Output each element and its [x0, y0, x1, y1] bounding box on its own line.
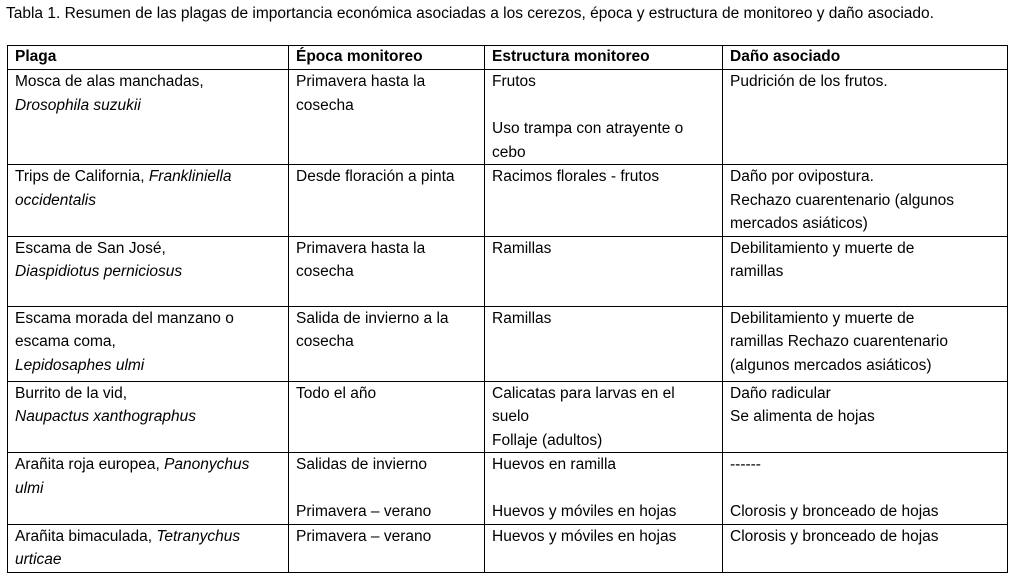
cell-line: Salidas de invierno	[296, 456, 427, 473]
cell-line: escama coma,	[15, 333, 116, 350]
cell-line: Clorosis y bronceado de hojas	[730, 503, 939, 520]
cell-line: Daño radicular	[730, 384, 831, 402]
cell-line: ------	[730, 456, 761, 473]
cell-estructura	[485, 236, 723, 306]
cell-line	[492, 477, 722, 501]
cell-line: Clorosis y bronceado de hojas	[730, 527, 939, 545]
cell-line	[730, 477, 1007, 501]
cell-plaga	[8, 165, 289, 237]
cell-line: Daño por ovipostura.	[730, 168, 874, 185]
cell-line: Escama de San José,	[15, 239, 166, 257]
header-estructura: Estructura monitoreo	[485, 46, 723, 70]
cell-line: mercados asiáticos)	[730, 215, 868, 232]
table-row	[8, 524, 1008, 572]
cell-line: cebo	[492, 143, 526, 161]
table-row	[8, 381, 1008, 453]
cell-line: Burrito de la vid,	[15, 384, 127, 402]
cell-line: cosecha	[296, 333, 354, 350]
cell-line: Pudrición de los frutos.	[730, 73, 888, 90]
cell-line: urticae	[15, 551, 62, 568]
cell-estructura	[485, 70, 723, 165]
cell-line: Calicatas para larvas en el	[492, 384, 675, 402]
cell-line: Huevos y móviles en hojas	[492, 527, 677, 545]
cell-estructura	[485, 306, 723, 381]
cell-line: Arañita bimaculada, Tetranychus	[15, 527, 241, 545]
header-epoca: Época monitoreo	[289, 46, 485, 70]
cell-line: suelo	[492, 408, 530, 425]
table-row	[8, 165, 1008, 237]
cell-line: ramillas	[730, 263, 784, 280]
cell-line: Huevos en ramilla	[492, 456, 617, 473]
cell-line: Uso trampa con atrayente o	[492, 120, 684, 137]
cell-epoca	[289, 524, 485, 572]
cell-line: Salida de invierno a la	[296, 309, 449, 327]
cell-line: Naupactus xanthographus	[15, 408, 196, 425]
cell-line: Follaje (adultos)	[492, 431, 603, 449]
cell-line: ramillas Rechazo cuarentenario	[730, 333, 948, 350]
cell-line: cosecha	[296, 263, 354, 280]
header-plaga: Plaga	[8, 46, 289, 70]
cell-line: occidentalis	[15, 191, 96, 209]
cell-line: Arañita roja europea, Panonychus	[15, 456, 250, 473]
cell-line: Frutos	[492, 73, 536, 90]
cell-epoca	[289, 165, 485, 237]
cell-estructura	[485, 524, 723, 572]
table-row	[8, 453, 1008, 525]
cell-line: Ramillas	[492, 309, 552, 327]
cell-dano	[723, 165, 1008, 237]
cell-line: Escama morada del manzano o	[15, 309, 234, 327]
table-row	[8, 236, 1008, 306]
header-dano: Daño asociado	[723, 46, 1008, 70]
cell-epoca	[289, 453, 485, 525]
cell-line: Rechazo cuarentenario (algunos	[730, 191, 955, 209]
cell-line: Diaspidiotus perniciosus	[15, 263, 183, 280]
table-caption: Tabla 1. Resumen de las plagas de importancia económica asociadas a los cerezos, época y estructura de monitoreo y daño asociado.	[6, 5, 934, 22]
cell-dano	[723, 306, 1008, 381]
cell-line: Drosophila suzukii	[15, 96, 141, 114]
cell-line: Desde floración a pinta	[296, 168, 455, 185]
cell-line	[492, 94, 722, 118]
cell-line: Trips de California, Frankliniella	[15, 168, 232, 185]
cell-dano	[723, 524, 1008, 572]
cell-dano	[723, 70, 1008, 165]
cell-plaga	[8, 236, 289, 306]
cell-plaga	[8, 453, 289, 525]
cell-epoca	[289, 236, 485, 306]
cell-line: Debilitamiento y muerte de	[730, 309, 915, 327]
cell-epoca	[289, 306, 485, 381]
cell-line: Primavera hasta la	[296, 73, 426, 90]
cell-line: ulmi	[15, 479, 44, 497]
cell-dano	[723, 453, 1008, 525]
cell-estructura	[485, 381, 723, 453]
cell-epoca	[289, 381, 485, 453]
cell-epoca	[289, 70, 485, 165]
cell-plaga	[8, 70, 289, 165]
cell-line: Todo el año	[296, 384, 377, 402]
cell-dano	[723, 236, 1008, 306]
pests-table	[7, 45, 1008, 573]
cell-line: Ramillas	[492, 239, 552, 257]
cell-line	[296, 477, 484, 501]
cell-line: Debilitamiento y muerte de	[730, 239, 915, 257]
cell-line: Mosca de alas manchadas,	[15, 73, 204, 90]
cell-line: Primavera hasta la	[296, 239, 426, 257]
cell-line: Primavera – verano	[296, 527, 432, 545]
cell-dano	[723, 381, 1008, 453]
cell-line: (algunos mercados asiáticos)	[730, 356, 932, 374]
cell-plaga	[8, 306, 289, 381]
cell-line: Racimos florales - frutos	[492, 168, 660, 185]
cell-plaga	[8, 524, 289, 572]
table-row	[8, 70, 1008, 165]
table-header-row	[8, 46, 1008, 70]
cell-estructura	[485, 165, 723, 237]
cell-line: Huevos y móviles en hojas	[492, 503, 677, 520]
cell-line: Primavera – verano	[296, 503, 432, 520]
cell-line: cosecha	[296, 96, 354, 114]
cell-plaga	[8, 381, 289, 453]
table-row	[8, 306, 1008, 381]
cell-estructura	[485, 453, 723, 525]
cell-line: Lepidosaphes ulmi	[15, 356, 145, 374]
cell-line: Se alimenta de hojas	[730, 408, 875, 425]
